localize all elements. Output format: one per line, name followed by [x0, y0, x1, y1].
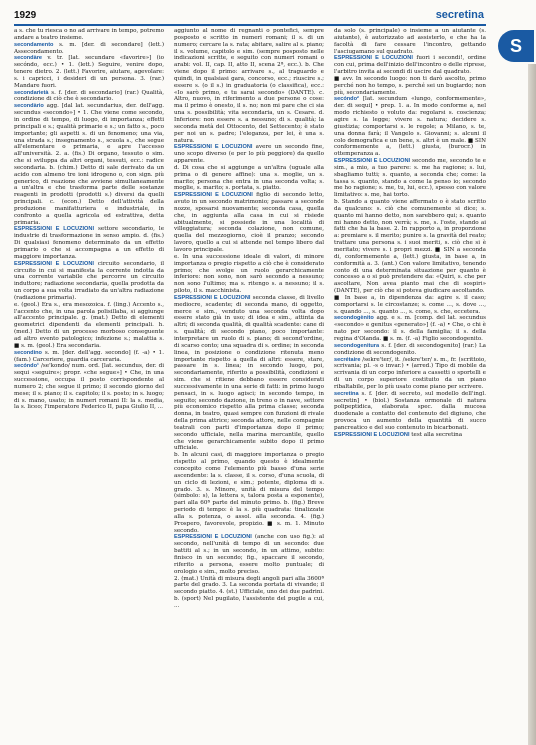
entry-headword: secondino [14, 349, 42, 356]
expressions-block [174, 144, 324, 165]
entry-headword: secondogènito [334, 315, 374, 322]
running-head: secretina [435, 9, 484, 21]
entry-continuation: ■ In base a, in dipendenza da: agire s. il caso; comportarsi s. le circostanze; s. come ..., s. dove ..., s. quando ..., s. quanto ..., s. come, s. che, eccetera. [334, 294, 486, 315]
page-edge [528, 64, 536, 745]
expressions-block [14, 226, 164, 260]
entry-continuation: 2. (mat.) Unità di misura degli angoli pari alla 3600ª parte del grado. 3. La seconda portata di vivande; il secondo piatto. 4. (st.) Ufficiale, uno dei due padrini. b. (sport) Nel pugilato, l'assistente del pugile a cui, ... [174, 575, 324, 609]
expressions-text: ESPRESSIONI E LOCUZIONI test alla secretina [334, 431, 463, 438]
dictionary-entry [334, 315, 486, 342]
entry-definition: agg. e s. m. [comp. del lat. secundus «secondo» e genitus «generato»] (f. -a) • Che, o chi è nato per secondo: il s. della famiglia; il s. della regina d'Olanda. ■ s. m. (f. -a) Figlio secondogenito. [334, 315, 486, 342]
entry-definition: v. tr. [lat. secundare «favorire»] (io secóndo, ecc.) • 1. (lett.) Seguire, venire dopo, tenere dietro. 2. (lett.) Favorire, aiutare, agevolare: s. i capricci, i desideri di un persona. 3. (rar.) Mandare fuori. [14, 55, 164, 89]
entry-definition: s. f. [der. di secondogenito] (rar.) La condizione di secondogenito. [334, 342, 486, 356]
expressions-block [174, 295, 324, 452]
expressions-block [174, 192, 324, 254]
expressions-label: ESPRESSIONI E LOCUZIONI [334, 158, 411, 165]
expressions-text: ESPRESSIONI E LOCUZIONI secondo me, secondo te e sim., a mio, a tuo parere: s. me ha ragione; s. lui, sbagliamo tutti; s. quanto, a seconda che; come: la tassa s. quanto, stando a come la penso io; secondo me ho ragione; s. me, tu, lui, ecc.), spesso con valore limitativo: s. me, hai torto. [334, 158, 486, 199]
entry-continuation: d. Di cosa che si aggiunge a un'altra (uguale alla prima o di genere affine): una s. moglie, un s. marito; persona che entra in una seconda volta; s. moglie, s. marito; s. portata, s. piatto. [174, 164, 324, 192]
expressions-text: ESPRESSIONI E LOCUZIONI figlio di secondo letto, avuto in un secondo matrimonio; passare a seconde nozze, sposarsi nuovamente; seconda casa, quella che, in aggiunta alla casa in cui si risiede abitualmente, si possiede in una località di villeggiatura; seconda colazione, non comune, quella del mezzogiorno, cioè il pranzo; secondo lavoro, quello a cui si attende nel tempo libero dal lavoro principale. [174, 192, 324, 253]
expressions-block [174, 534, 324, 575]
column-3 [334, 28, 486, 740]
entry-continuation: e. (geol.) Era s., era mesozoica. f. (ling.) Accento s., l'accento che, in una parola polisillaba, si aggiunge all'accento principale. g. (mat.) Detto di elementi geometrici dipendenti da elementi principali. h. (med.) Detto di un processo morboso conseguente ad altro evento patologico; infezione s.; malattia s. ■ s. m. (geol.) Era secondaria. [14, 301, 164, 349]
expressions-label: ESPRESSIONI E LOCUZIONI [334, 431, 410, 438]
entry-definition: s. f. [der. di secreto, sul modello dell'ingl. secretin] • (biol.) Sostanza ormonale di natura polipeptidica, elaborata spec. dalla mucosa duodenale a contatto del contenuto del digiuno, che provoca un aumento della quantità di succo pancreatico e del suo contenuto in bicarbonati. [334, 390, 486, 431]
expressions-text: ESPRESSIONI E LOCUZIONI (anche con uso fig.): al secondo, nell'unità di tempo di un secondo: due battiti al s.; in un secondo, in un attimo, subito: finisco in un secondo; fig., spaccare il secondo, riferito a persona, essere molto puntuale; di orologio e sim., molto preciso. [174, 534, 324, 575]
dictionary-entry [14, 363, 164, 411]
expressions-text: ESPRESSIONI E LOCUZIONI circuito secondario, il circuito in cui si manifesta la corrente indotta da una corrente variabile che percorre un circuito induttore; radiazione secondaria, quella prodotta da un corpo a sua volta irradiato da un'altra radiazione (radiazione primaria). [14, 260, 164, 301]
expressions-label: ESPRESSIONI E LOCUZIONI [14, 226, 95, 233]
expressions-block [334, 55, 486, 76]
column-2 [174, 28, 324, 740]
entry-headword: secondàrio [14, 103, 44, 110]
dictionary-entry [334, 96, 486, 158]
dictionary-entry [14, 103, 164, 226]
letter-tab [498, 30, 534, 62]
dictionary-entry [14, 90, 164, 104]
entry-continuation: da solo (s. principale) o insieme a un aiutante (s. aiutante), è autorizzato ad assisterlo, e che ha la facoltà di fare cessare l'incontro, gettando l'asciugamano sul quadrato. [334, 28, 486, 55]
expressions-block [14, 261, 164, 302]
entry-definition: /se'kondo/ num. ord. [lat. secundus, der. di sequi «seguire»; propr. «che segue»] • Che, in una successione, occupa il posto corrispondente al numero 2; che segue il primo; il secondo giorno del mese; il s. piano; il s. capitolo; il s. posto; in s. luogo; di s. mano, usato; in numeri romani II: la s. media, la s. liceo; l'imperatore Federico II, papa Giulio II, ... [14, 363, 164, 411]
dictionary-entry [14, 55, 164, 89]
expressions-label: ESPRESSIONI E LOCUZIONI [14, 260, 94, 267]
expressions-text: ESPRESSIONI E LOCUZIONI fuori i secondi!, ordine con cui, prima dell'inizio dell'incontro o delle riprese, l'arbitro invita ai secondi di uscire dal quadrato. [334, 55, 486, 76]
dictionary-entry [334, 343, 486, 357]
entry-continuation: b. Stando a quanto viene affermato o è stato scritto da qualcuno: s. ciò che comunemente si dice; s. quanto mi hanno detto, non sarebbero qui; s. quanto mi hanno detto, non verrà; s. me, s. l'oste, stando ai fatti che ha la base. 2. In rapporto a, in proporzione a: premiare s. il merito; punire s. la gravità del reato; trattare una persona s. i suoi meriti, s. ciò che si è meritato; vivere s. i propri mezzi. ■ SIN a seconda di, conformemente a, (lett.) giusta, in base a, in conformità a. 3. (ant.) Con valore limitativo, tenendo conto di una determinata situazione per quanto è concesso a o si può pretendere da: «Quiri, s. che per ascoltare, Non avea pianto mai che di sospiri» (DANTE), per ciò che si poteva giudicare ascoltando. [334, 199, 486, 295]
entry-continuation: b. In alcuni casi, di maggiore importanza o pregio rispetto al primo, quando questo è idealmente concepito come l'elemento più basso d'una serie ascendente: la s. classe, il s. corso, d'una scuola, di un ciclo di lezioni, e sim.; potente, diploma di s. grado. 3. s. Minore, unità di misura del tempo (simbolo: s), la lettera s, talora posta a esponente), pari alla 60ª parte del minuto primo. b. (fig.) Breve periodo di tempo: è la s. più quadrata: tinalizzate alla s. potenza, o assol. alla seconda. 4. (fig.) Prospero, favorevole, propizio. ■ s. m. 1. Minuto secondo. [174, 452, 324, 534]
expressions-block [334, 158, 486, 199]
entry-definition: [lat. secundum «lungo, conformemente», der. di sequi] • prep. 1. a. In modo conforme a, nel modo richiesto o voluto da: regolarsi s. coscienza; agire s. la legge; vivere s. natura; decidere s. giustizia; comportarsi s. le regole; a Milano, s. te, una donna farà; il Vangelo s. Giovanni; s. alcuni il colo demografica e un bene, s. altri è un male. ■ SIN conformemente a, (lett.) giusta, (burocr.) in ottemperanza a. [334, 96, 486, 158]
expressions-text: ESPRESSIONI E LOCUZIONI seconda classe, di livello mediocre, scadente; di seconda mano, di oggetto, merce e sim., venduto una seconda volta dopo essere stato già in uso; di idea e sim., attinta da altri; di seconda qualità, di qualità scadente: cane di s. qualità; di secondo piano, poco importante: interpretare un ruolo di s. piano; di second'ordine, di scarso conto; una squadra di s. ordine; in seconda linea, in posizione o condizione ritenuta meno importante rispetto a quella di altri: essere, stare, passare in s. linea; in secondo luogo, poi, secondariamente, riferito a possibilità, condizioni e sim. che si ritiene debbano essere considerati successivamente in una serie di fatti: in primo luogo pensaci, in s. luogo agisci; in secondo tempo, in seguito; secondo dazione, in treno o in nave, settore più economico rispetto alla prima classe; seconda donna, in teatro, quasi sempre con funzioni di rivale della prima attrice; seconda attore, nelle compagnie teatrali con parti d'importanza dopo il primo; secondo ufficiale, nella marina mercantile, quello che viene gerarchicamente subito dopo il primo ufficiale. [174, 294, 324, 452]
expressions-label: ESPRESSIONI E LOCUZIONI [334, 55, 413, 62]
expressions-text: ESPRESSIONI E LOCUZIONI avere un secondo fine, uno scopo diverso (e per lo più peggiore) da quello apparente. [174, 144, 324, 165]
expressions-label: ESPRESSIONI E LOCUZIONI [174, 144, 253, 151]
entry-continuation: ■ avv. In secondo luogo: non ti darò ascolto, primo perché non ho tempo, s. perché sei un bugiardo; non più, secondariamente. [334, 75, 486, 96]
entry-definition: agg. [dal lat. secundarius, der. dell'agg. secundus «secondo»] • 1. Che viene come secondo, in ordine di tempo, di luogo, di importanza; effetti principali e s.; qualità primarie e s.; un fatto s., poco importante; gli aspetti s. di un fenomeno; una via, una strada s.; insegnamento s., scuola s., che segue all'elementare o primaria, e apre l'accesso all'università. 2. a. (fis.) Di organo, tessuto o sim. che si sviluppa da altri organi, tessuti, ecc.: radice secondaria. b. (chim.) Detto di sale derivato da un acido con almeno tre ioni idrogeno o, con sign. più generico, di reazione che avviene simultaneamente a un'altra e che trasforma parte delle sostanze reagenti in prodotti (prodotti s.) diversi da quelli principali. c. (econ.) Detto dell'attività della produzione manifatturiera e industriale, in confronto a quella agricola ed estrattiva, detta primaria. [14, 103, 164, 226]
entry-headword: secondàre [14, 55, 42, 62]
entry-definition: /sekre'ter/, it. /sekre'ter/ s. m., fr. (scrittoio, scrivania; pl. -s o invar.) • (arred.) Tipo di mobile da scrivania di un corpo inferiore a cassetti o sportelli e di un corpo superiore costituito da un piano ribaltabile, per lo più usato come piano per scrivere. [334, 356, 486, 390]
dictionary-entry [14, 42, 164, 56]
page-number: 1929 [14, 10, 37, 21]
expressions-label: ESPRESSIONI E LOCUZIONI [174, 192, 253, 199]
entry-definition: s. m. [der. di secondare] (lett.) Assecondamento. [14, 41, 164, 55]
entry-headword: secondamento [14, 41, 54, 48]
dictionary-entry [334, 391, 486, 432]
entry-definition: s. m. [der. dell'agg. secondo] (f. -a) • 1. (fam.) Carceriere, guardia carceraria. [14, 349, 164, 363]
entry-definition: s. f. [der. di secondario] (rar.) Qualità, condizione di ciò che è secondario. [14, 89, 164, 103]
entry-headword: secondarietà [14, 89, 49, 96]
entry-headword: secrétaire [334, 356, 361, 363]
entry-headword: secóndo² [334, 96, 359, 103]
entry-headword: secondogenitura [334, 342, 380, 349]
expressions-text: ESPRESSIONI E LOCUZIONI settore secondario, le industrie di trasformazione in senso ampio. d. (fis.) Di qualsiasi fenomeno determinato da un effetto primario o che si accompagna a un effetto di maggiore importanza. [14, 226, 164, 260]
dictionary-entry [14, 350, 164, 364]
expressions-label: ESPRESSIONI E LOCUZIONI [174, 294, 251, 301]
header-rule [14, 24, 486, 26]
entry-headword: secretina [334, 390, 359, 397]
column-1 [14, 28, 164, 740]
expressions-block [334, 432, 486, 439]
entry-continuation: e. In una successione ideale di valori, di minore importanza o pregio rispetto a ciò che è considerato primo; che svolge un ruolo gerarchicamente inferiore: non sono, non sarò secondo a nessuno; non sono l'ultimo; ma s. ritengo s. a nessuno; il s. piloto, il s. macchinista. [174, 253, 324, 295]
expressions-label: ESPRESSIONI E LOCUZIONI [174, 534, 252, 541]
entry-continuation: aggiunto al nome di regnanti o pontefici, sempre posposto e scritto in numeri romani; il s. di un numero; cercare la s. rata; abitare, salire al s. piano; il s. volume, capitolo e sim. (sempre posposto nelle indicazioni scritte, e seguito con numeri romani o arabi: vol. II, cap. II, atto II, scena 2ª, ecc.). b. Che viene dopo il primo: arrivare s., al traguardo e quindi, in qualsiasi gara, concorso, ecc.; riuscire s.; essere s. (o il s.) in graduatoria (o classifica), ecc.: «Io sarò primo, e tu sarai secondo» (DANTE). c. Altro, nuovo, in riferimento a due persone o cose: ma il primo è onesto, il s. no; non mi pare che ci sia una s. possibilità; vita secondaria, un s. Cesare. d. Inferiore: non essere s. a nessuno; di s. qualità; la seconda metà del Ottocento, del Settecento; è stato per noi un s. padre; l'eleganza, per lei, è una s. natura. [174, 28, 324, 144]
entry-headword: secóndo¹ [14, 363, 39, 370]
entry-continuation: a s. che tu riesca o no ad arrivare in tempo, potremo andare a teatro insieme. [14, 28, 164, 41]
dictionary-entry [334, 357, 486, 391]
letter-tab-label: S [509, 35, 522, 56]
